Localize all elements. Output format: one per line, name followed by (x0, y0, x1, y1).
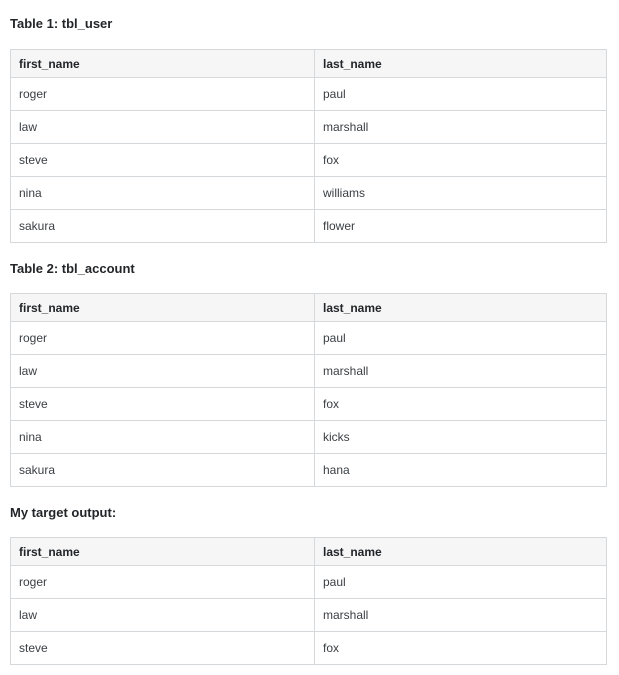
table-cell: sakura (11, 210, 315, 243)
table-header-row (11, 538, 607, 566)
table-cell: steve (11, 388, 315, 421)
table-cell: marshall (315, 111, 607, 144)
table-row (11, 599, 607, 632)
table-row (11, 454, 607, 487)
table-cell: nina (11, 421, 315, 454)
table-cell: steve (11, 144, 315, 177)
table-cell: steve (11, 632, 315, 665)
table-cell: law (11, 111, 315, 144)
table-target-output (10, 537, 607, 665)
table-2 (10, 293, 607, 487)
table-row (11, 210, 607, 243)
table-cell: flower (315, 210, 607, 243)
table-row (11, 177, 607, 210)
column-header: first_name (11, 294, 315, 322)
table-cell: law (11, 599, 315, 632)
table-cell: nina (11, 177, 315, 210)
table-row (11, 355, 607, 388)
table-cell: fox (315, 388, 607, 421)
table-cell: roger (11, 78, 315, 111)
table-cell: paul (315, 78, 607, 111)
column-header: last_name (315, 294, 607, 322)
table-row (11, 388, 607, 421)
table-2-title: Table 2: tbl_account (10, 261, 135, 276)
column-header: first_name (11, 538, 315, 566)
table-cell: marshall (315, 355, 607, 388)
table-cell: paul (315, 566, 607, 599)
table-row (11, 111, 607, 144)
table-row (11, 632, 607, 665)
table-row (11, 144, 607, 177)
table-row (11, 566, 607, 599)
table-cell: sakura (11, 454, 315, 487)
table-cell: paul (315, 322, 607, 355)
table-header-row (11, 50, 607, 78)
table-cell: roger (11, 566, 315, 599)
table-header-row (11, 294, 607, 322)
table-cell: williams (315, 177, 607, 210)
table-cell: roger (11, 322, 315, 355)
table-cell: law (11, 355, 315, 388)
table-cell: fox (315, 632, 607, 665)
table-1-title: Table 1: tbl_user (10, 16, 113, 31)
table-row (11, 322, 607, 355)
table-row (11, 78, 607, 111)
table-cell: hana (315, 454, 607, 487)
table-cell: marshall (315, 599, 607, 632)
target-output-title: My target output: (10, 505, 117, 520)
table-1 (10, 49, 607, 243)
table-cell: kicks (315, 421, 607, 454)
column-header: last_name (315, 50, 607, 78)
column-header: last_name (315, 538, 607, 566)
table-cell: fox (315, 144, 607, 177)
table-row (11, 421, 607, 454)
column-header: first_name (11, 50, 315, 78)
